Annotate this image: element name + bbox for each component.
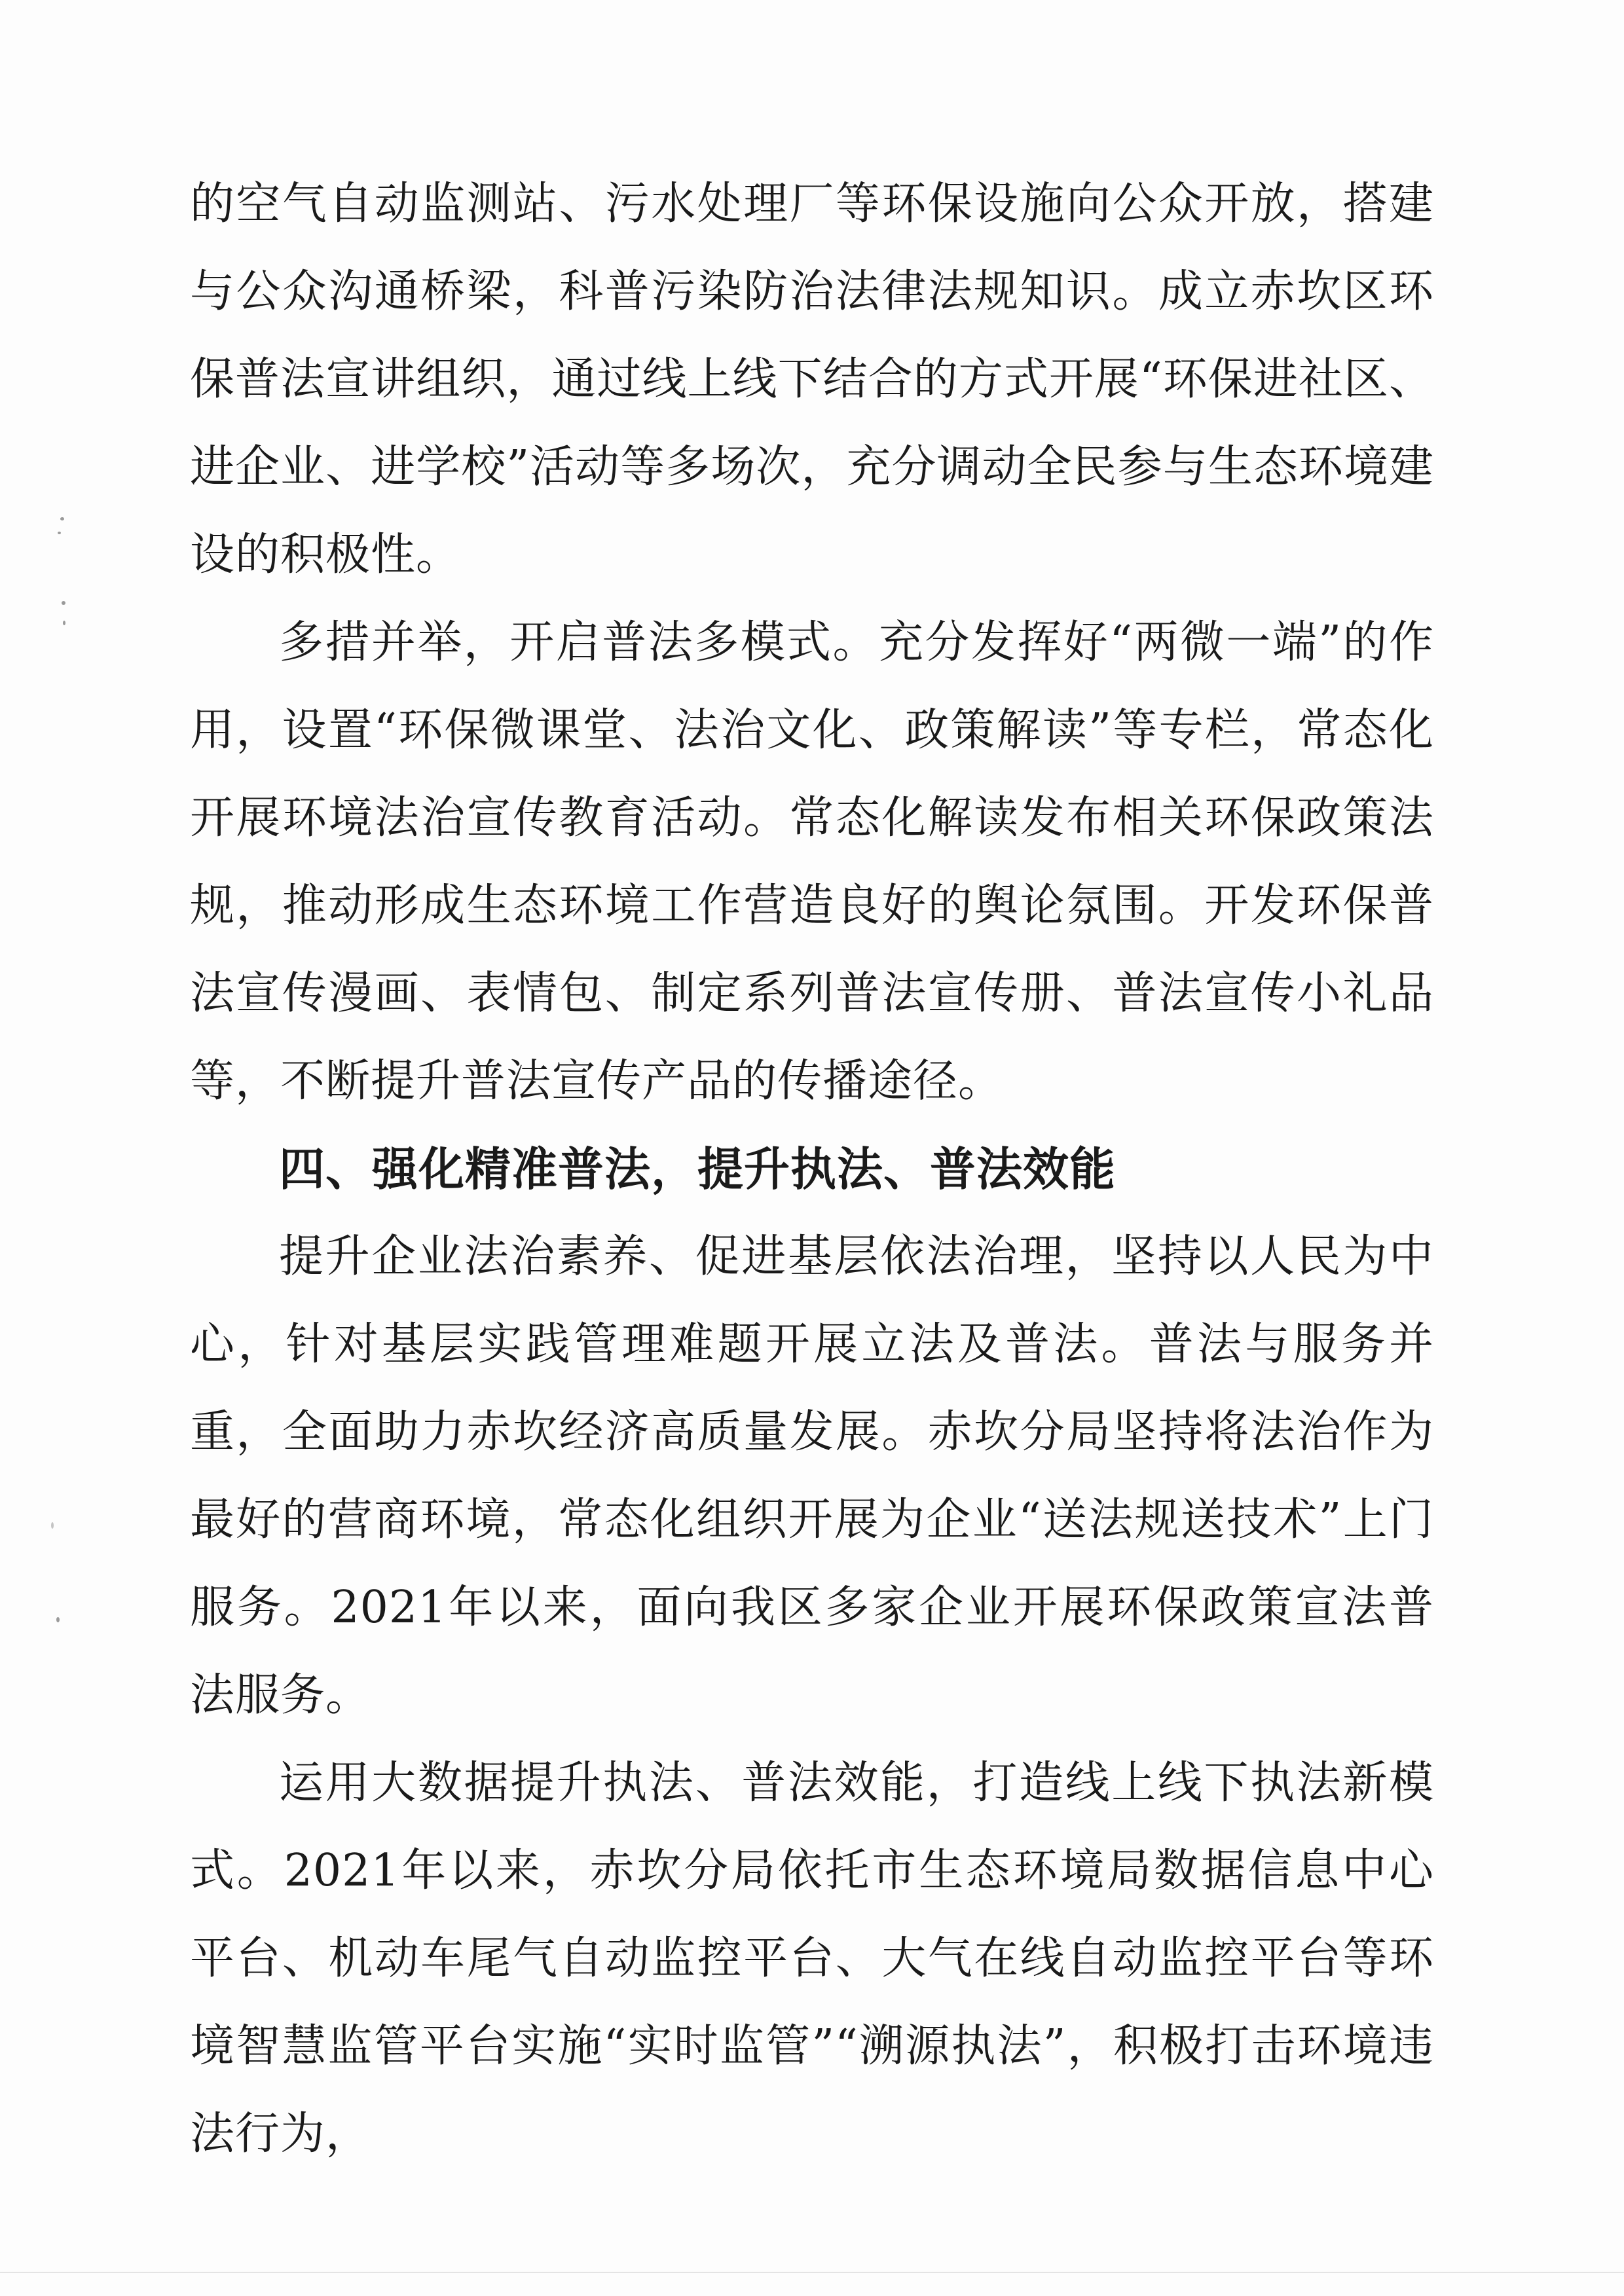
paragraph-continuation: 的空气自动监测站、污水处理厂等环保设施向公众开放，搭建与公众沟通桥梁，科普污染防治法律法规知识。成立赤坎区环保普法宣讲组织，通过线上线下结合的方式开展“环保进社区、进企业、进学校”活动等多场次，充分调动全民参与生态环境建设的积极性。 — [190, 178, 1435, 581]
scan-speck — [63, 621, 65, 625]
document-body — [190, 160, 1434, 2178]
scan-speck — [62, 601, 65, 605]
scan-speck — [51, 1522, 54, 1529]
section-heading-four: 四、强化精准普法，提升执法、普法效能 — [279, 1142, 1116, 1196]
paragraph-enterprise-legal-literacy: 提升企业法治素养、促进基层依法治理，坚持以人民为中心，针对基层实践管理难题开展立法及普法。普法与服务并重，全面助力赤坎经济高质量发展。赤坎分局坚持将法治作为最好的营商环境，常态化组织开展为企业“送法规送技术”上门服务。2021年以来，面向我区多家企业开展环保政策宣法普法服务。 — [190, 1231, 1434, 1721]
scan-speck — [56, 1617, 60, 1622]
paragraph-big-data-enforcement: 运用大数据提升执法、普法效能，打造线上线下执法新模式。2021年以来，赤坎分局依托市生态环境局数据信息中心平台、机动车尾气自动监控平台、大气在线自动监控平台等环境智慧监管平台实施“实时监管”“溯源执法”，积极打击环境违法行为， — [190, 1757, 1434, 2160]
scan-speck — [58, 532, 61, 534]
scan-bottom-edge — [0, 2272, 1624, 2273]
scan-speck — [60, 517, 64, 520]
paragraph-multi-mode-publicity: 多措并举，开启普法多模式。充分发挥好“两微一端”的作用，设置“环保微课堂、法治文化、政策解读”等专栏，常态化开展环境法治宣传教育活动。常态化解读发布相关环保政策法规，推动形成生态环境工作营造良好的舆论氛围。开发环保普法宣传漫画、表情包、制定系列普法宣传册、普法宣传小礼品等，不断提升普法宣传产品的传播途径。 — [190, 617, 1434, 1107]
